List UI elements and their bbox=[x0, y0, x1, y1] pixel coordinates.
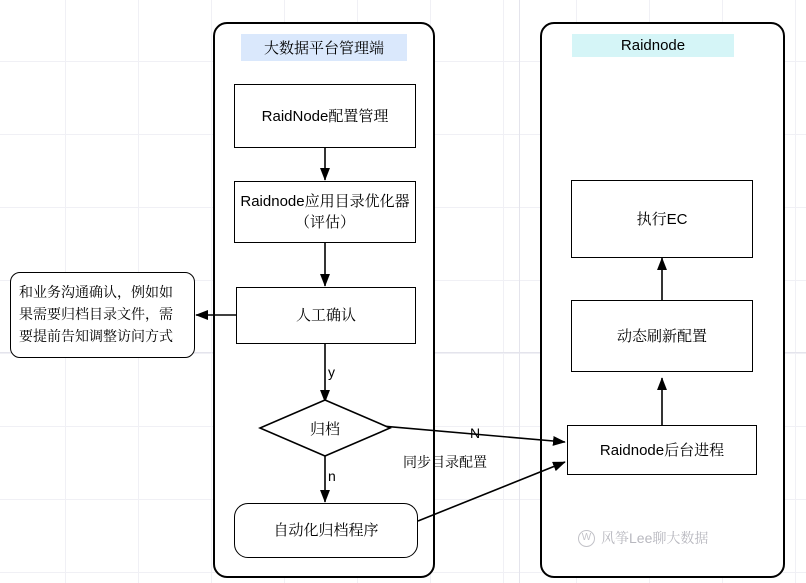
watermark bbox=[578, 528, 708, 548]
node-dynamic-refresh-config[interactable]: 动态刷新配置 bbox=[571, 300, 753, 372]
node-note-business[interactable]: 和业务沟通确认，例如如果需要归档目录文件，需要提前告知调整访问方式 bbox=[10, 272, 195, 358]
edge-label-sync-dir-config: 同步目录配置 bbox=[403, 454, 487, 470]
lane-platform-title: 大数据平台管理端 bbox=[241, 34, 407, 61]
node-raidnode-daemon[interactable]: Raidnode后台进程 bbox=[567, 425, 757, 475]
wechat-icon: W bbox=[578, 530, 595, 547]
edge-label-no-upper: N bbox=[470, 425, 481, 441]
node-manual-confirm[interactable]: 人工确认 bbox=[236, 287, 416, 344]
node-exec-ec[interactable]: 执行EC bbox=[571, 180, 753, 258]
node-raidnode-dir-optimizer[interactable]: Raidnode应用目录优化器（评估） bbox=[234, 181, 416, 243]
node-archive-decision[interactable] bbox=[258, 398, 392, 458]
edge-label-no-lower: n bbox=[328, 468, 336, 484]
edge-label-yes: y bbox=[328, 364, 335, 380]
lane-raidnode-title: Raidnode bbox=[572, 34, 734, 57]
watermark-text: 风筝Lee聊大数据 bbox=[601, 530, 709, 546]
node-archive-decision-label: 归档 bbox=[309, 420, 340, 438]
node-auto-archive-program[interactable]: 自动化归档程序 bbox=[234, 503, 418, 558]
node-raidnode-config-manage[interactable]: RaidNode配置管理 bbox=[234, 84, 416, 148]
